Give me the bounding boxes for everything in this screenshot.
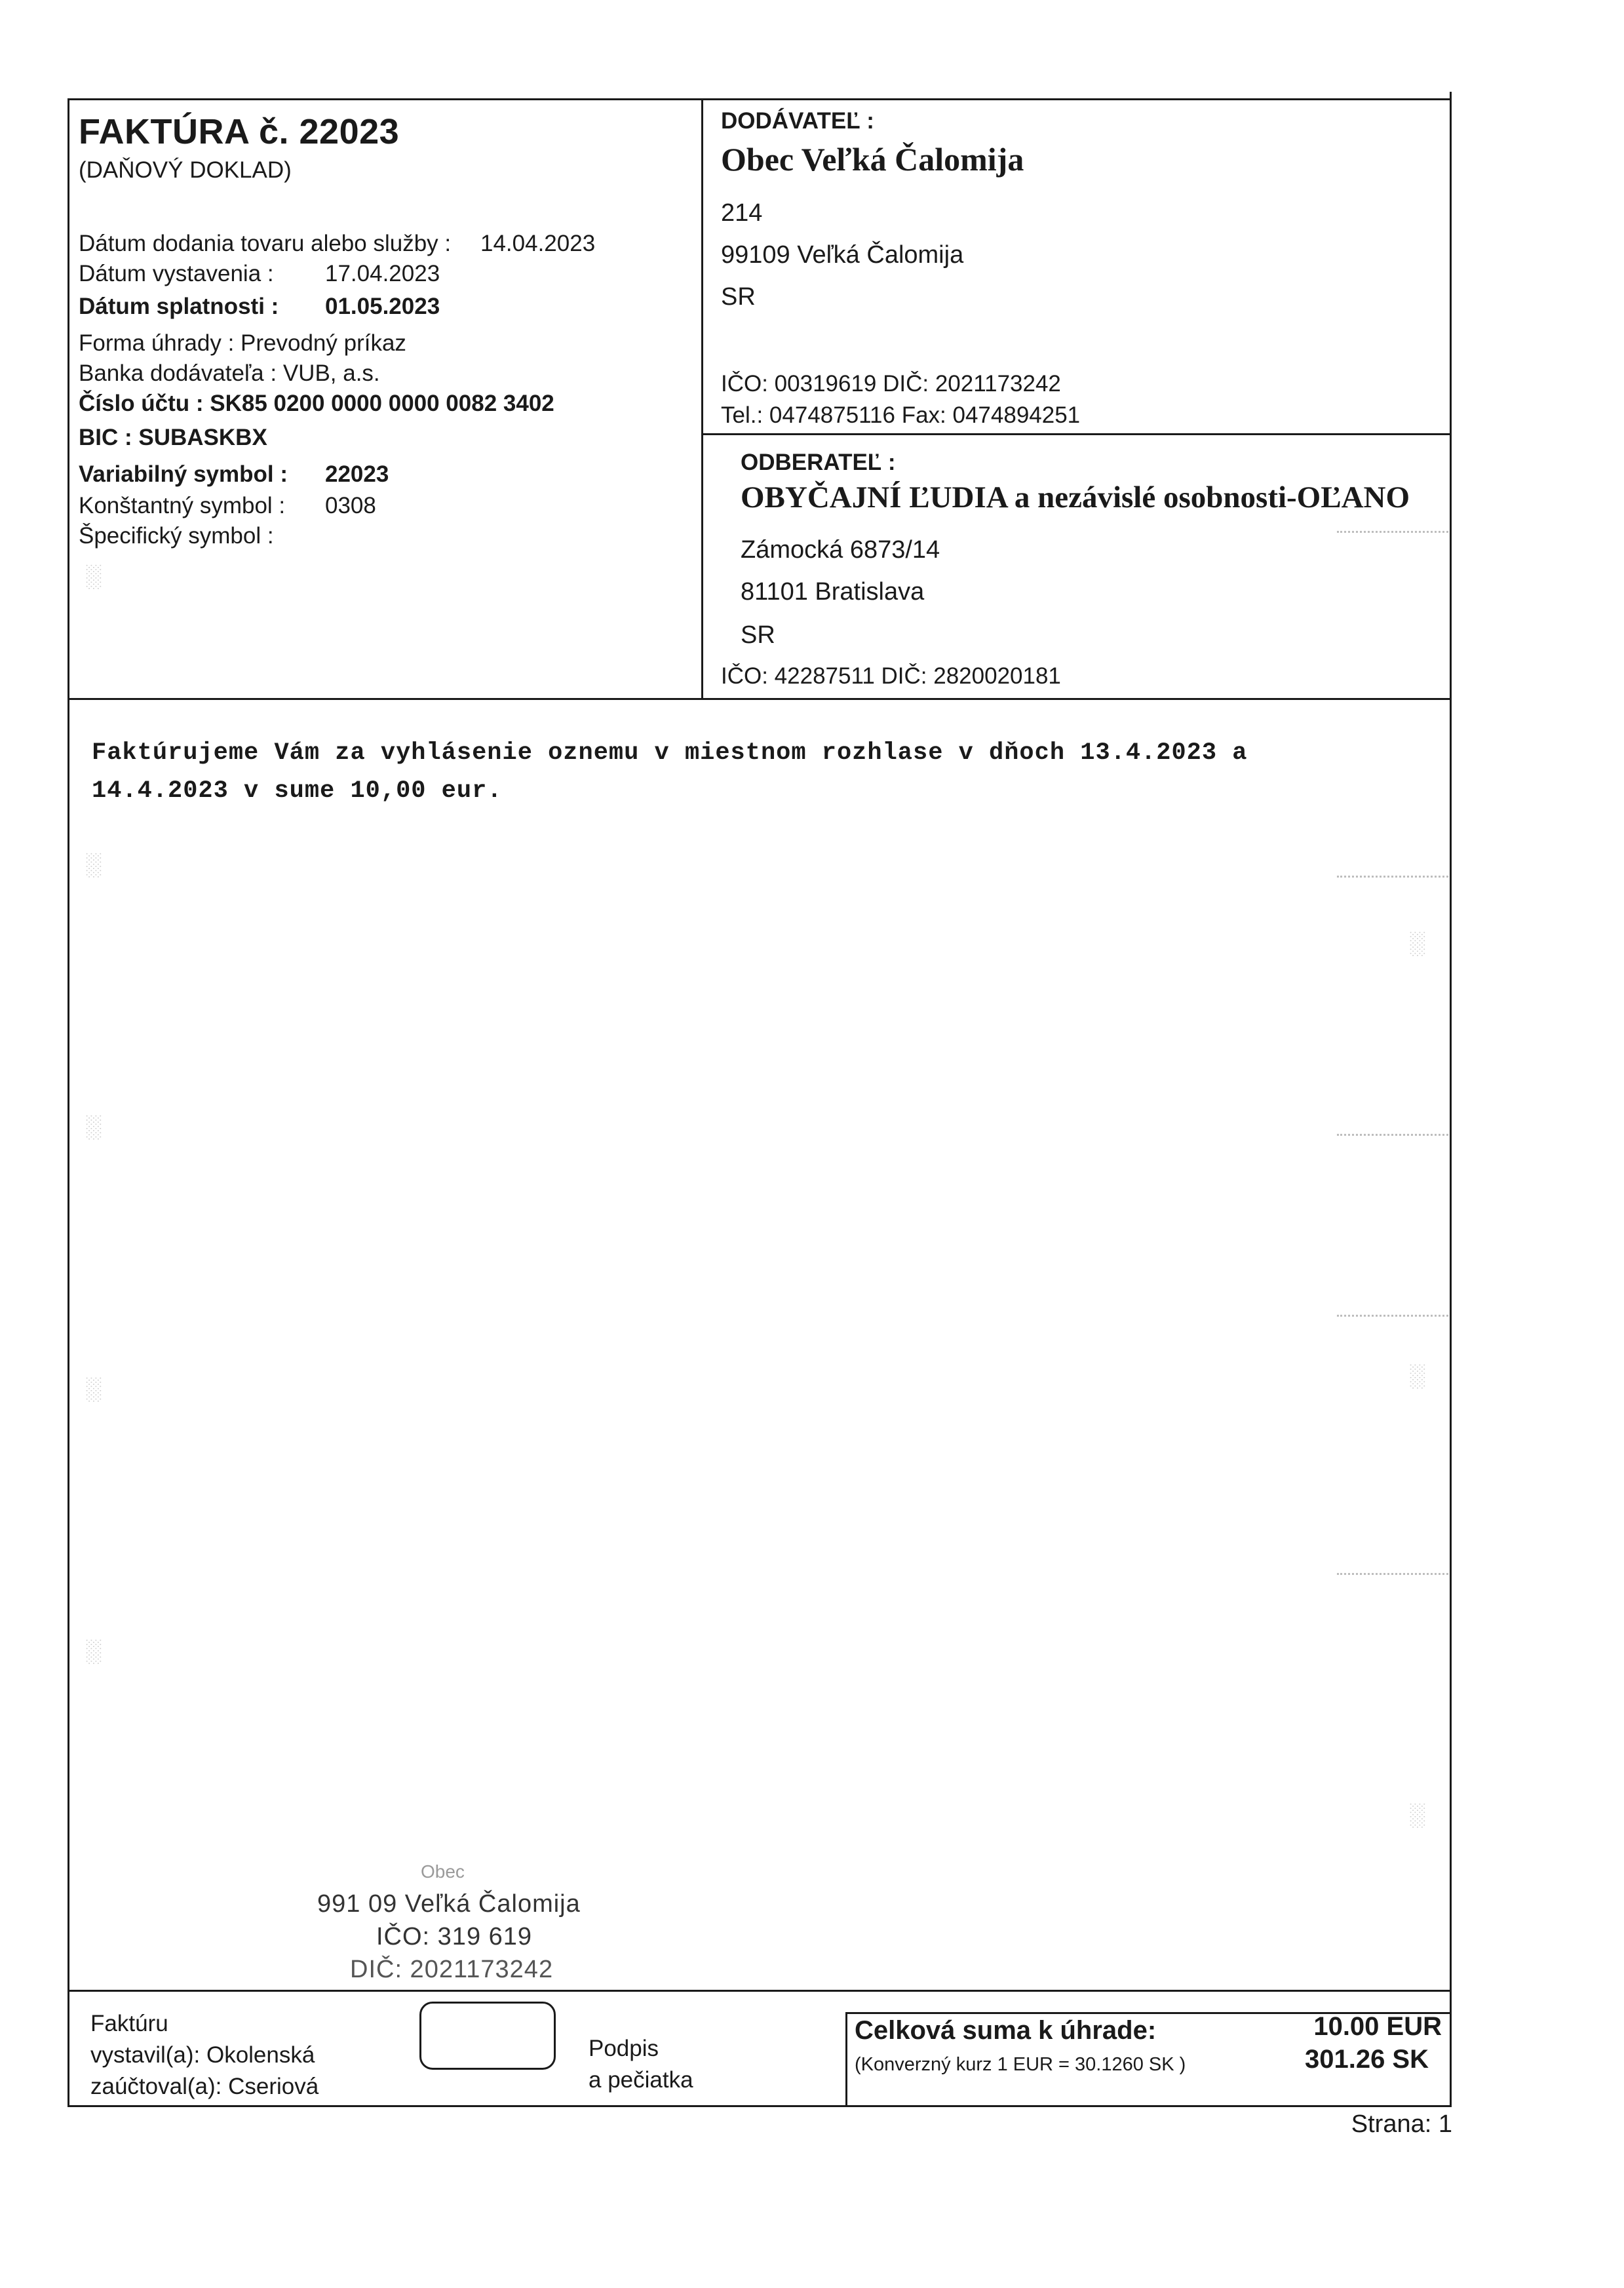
- scan-artifact-line: [1337, 876, 1448, 878]
- supplier-bank: Banka dodávateľa : VUB, a.s.: [79, 360, 380, 386]
- stamp-line-3: DIČ: 2021173242: [350, 1956, 554, 1983]
- signature-label-line-1: Podpis: [589, 2036, 659, 2061]
- issued-by-line-2: vystavil(a): Okolenská: [90, 2042, 315, 2068]
- delivery-date-label: Dátum dodania tovaru alebo služby :: [79, 231, 452, 256]
- due-date-value: 01.05.2023: [325, 294, 440, 319]
- scan-artifact-line: [1337, 1573, 1448, 1575]
- scan-artifact-mark: ░: [1409, 1802, 1425, 1827]
- issued-by-line-1: Faktúru: [90, 2011, 168, 2036]
- footer-top-divider: [68, 1990, 1452, 1992]
- customer-heading: ODBERATEĽ :: [741, 450, 896, 475]
- scan-artifact-mark: ░: [85, 852, 102, 877]
- supplier-customer-divider: [701, 433, 1452, 435]
- customer-country: SR: [741, 621, 775, 649]
- constant-symbol-value: 0308: [325, 493, 376, 518]
- bic-code: BIC : SUBASKBX: [79, 425, 267, 450]
- stamp-top: Obec: [421, 1861, 465, 1882]
- supplier-heading: DODÁVATEĽ :: [721, 108, 874, 134]
- stamp-line-1: 991 09 Veľká Čalomija: [317, 1890, 581, 1918]
- scan-artifact-mark: ░: [85, 1114, 102, 1139]
- frame-left: [68, 98, 69, 2107]
- header-bottom-divider: [68, 698, 1452, 700]
- supplier-street: 214: [721, 199, 763, 227]
- variable-symbol-value: 22023: [325, 461, 389, 487]
- total-box-left: [845, 2012, 847, 2107]
- customer-street: Zámocká 6873/14: [741, 536, 940, 564]
- payment-method: Forma úhrady : Prevodný príkaz: [79, 330, 406, 356]
- supplier-contact: Tel.: 0474875116 Fax: 0474894251: [721, 402, 1081, 428]
- customer-ids: IČO: 42287511 DIČ: 2820020181: [721, 663, 1061, 689]
- scan-artifact-line: [1337, 1134, 1448, 1136]
- supplier-city: 99109 Veľká Čalomija: [721, 241, 964, 269]
- supplier-country: SR: [721, 283, 756, 311]
- scan-artifact-line: [1337, 1315, 1448, 1317]
- conversion-rate: (Konverzný kurz 1 EUR = 30.1260 SK ): [855, 2054, 1186, 2075]
- invoice-description-line-2: 14.4.2023 v sume 10,00 eur.: [92, 777, 503, 805]
- invoice-description-line-1: Faktúrujeme Vám za vyhlásenie oznemu v miestnom rozhlase v dňoch 13.4.2023 a: [92, 739, 1248, 767]
- signature-box: [419, 2002, 556, 2070]
- page-number: Strana: 1: [1351, 2110, 1452, 2138]
- issued-by-line-3: zaúčtoval(a): Cseriová: [90, 2074, 319, 2099]
- scan-artifact-mark: ░: [85, 564, 102, 589]
- invoice-subtitle: (DAŇOVÝ DOKLAD): [79, 157, 292, 183]
- scan-artifact-mark: ░: [1409, 1363, 1425, 1388]
- total-sk: 301.26 SK: [1304, 2045, 1429, 2074]
- scan-artifact-line: [1337, 531, 1448, 533]
- frame-top: [68, 98, 1452, 100]
- frame-right: [1450, 92, 1452, 2107]
- signature-label-line-2: a pečiatka: [589, 2067, 693, 2093]
- constant-symbol-label: Konštantný symbol :: [79, 493, 286, 518]
- scan-artifact-mark: ░: [1409, 931, 1425, 956]
- account-number: Číslo účtu : SK85 0200 0000 0000 0082 3402: [79, 391, 554, 416]
- stamp-line-2: IČO: 319 619: [376, 1923, 533, 1950]
- supplier-ids: IČO: 00319619 DIČ: 2021173242: [721, 371, 1061, 397]
- delivery-date-value: 14.04.2023: [480, 231, 596, 256]
- invoice-title: FAKTÚRA č. 22023: [79, 112, 400, 151]
- customer-city: 81101 Bratislava: [741, 578, 925, 606]
- header-divider-vertical: [701, 98, 703, 700]
- customer-name: OBYČAJNÍ ĽUDIA a nezávislé osobnosti-OĽANO: [741, 480, 1410, 514]
- specific-symbol-label: Špecifický symbol :: [79, 523, 274, 549]
- total-eur: 10.00 EUR: [1313, 2012, 1442, 2041]
- frame-bottom: [68, 2105, 1452, 2107]
- scan-artifact-mark: ░: [85, 1638, 102, 1663]
- total-label: Celková suma k úhrade:: [855, 2016, 1157, 2045]
- scan-artifact-mark: ░: [85, 1376, 102, 1401]
- issue-date-label: Dátum vystavenia :: [79, 261, 274, 286]
- due-date-label: Dátum splatnosti :: [79, 294, 279, 319]
- supplier-name: Obec Veľká Čalomija: [721, 141, 1024, 178]
- variable-symbol-label: Variabilný symbol :: [79, 461, 288, 487]
- issue-date-value: 17.04.2023: [325, 261, 440, 286]
